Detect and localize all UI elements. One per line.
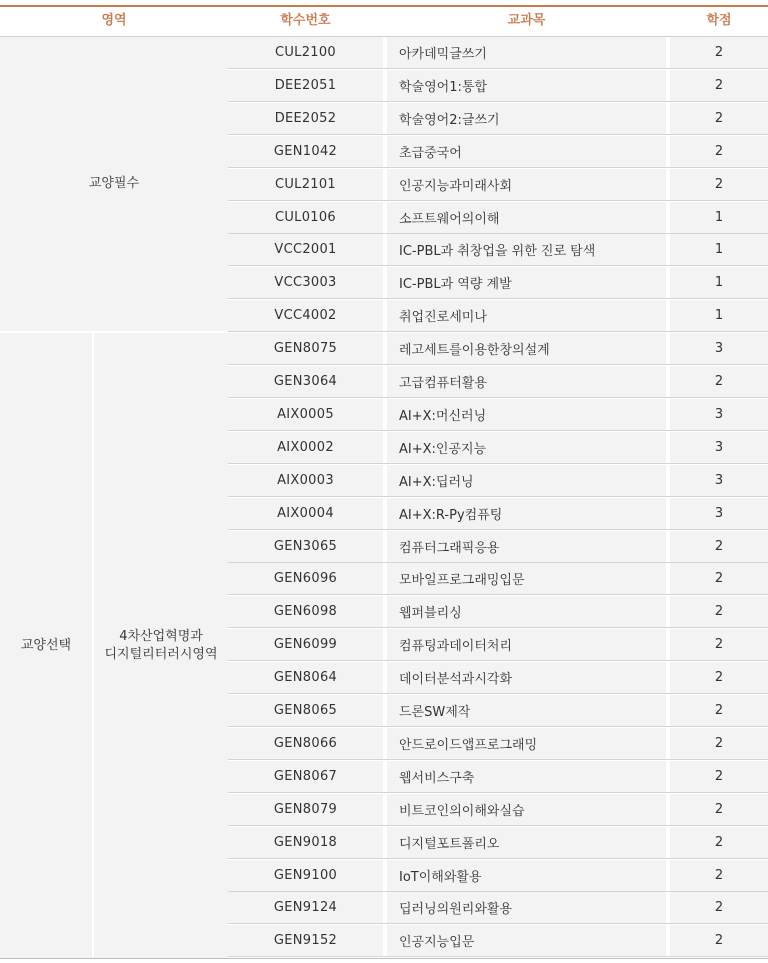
course-credits: 2 xyxy=(670,596,768,627)
group-required-label: 교양필수 xyxy=(88,176,140,192)
row-divider xyxy=(228,858,768,859)
course-code: GEN8064 xyxy=(228,662,383,693)
course-name: 드론SW제작 xyxy=(387,695,666,726)
table-row xyxy=(228,202,768,234)
row-divider xyxy=(228,923,768,924)
course-code: CUL2100 xyxy=(228,37,383,68)
course-name: 딥러닝의원리와활용 xyxy=(387,892,666,923)
course-code: GEN1042 xyxy=(228,136,383,167)
table-row xyxy=(228,70,768,102)
course-code: CUL0106 xyxy=(228,202,383,233)
course-credits: 2 xyxy=(670,531,768,562)
table-row xyxy=(228,531,768,563)
course-code: GEN9018 xyxy=(228,827,383,858)
course-name: 웹서비스구축 xyxy=(387,761,666,792)
course-credits: 3 xyxy=(670,333,768,364)
row-divider xyxy=(228,167,768,168)
course-credits: 2 xyxy=(670,860,768,891)
course-name: IC-PBL과 취창업을 위한 진로 탐색 xyxy=(387,234,666,265)
course-credits: 2 xyxy=(670,169,768,200)
course-credits: 2 xyxy=(670,662,768,693)
course-name: 컴퓨팅과데이터처리 xyxy=(387,629,666,660)
row-divider xyxy=(228,956,768,957)
table-row xyxy=(228,103,768,135)
course-credits: 2 xyxy=(670,925,768,956)
table-row xyxy=(228,37,768,69)
row-divider xyxy=(228,660,768,661)
table-row xyxy=(228,300,768,332)
row-divider xyxy=(228,627,768,628)
table-row xyxy=(228,399,768,431)
row-divider xyxy=(228,759,768,760)
group-elective-label: 교양선택 xyxy=(20,637,72,653)
course-code: GEN9100 xyxy=(228,860,383,891)
course-code: GEN9152 xyxy=(228,925,383,956)
course-code: GEN8065 xyxy=(228,695,383,726)
group-elective xyxy=(0,333,92,958)
course-code: GEN6096 xyxy=(228,563,383,594)
table-row xyxy=(228,761,768,793)
course-code: GEN8066 xyxy=(228,728,383,759)
course-credits: 2 xyxy=(670,366,768,397)
course-credits: 2 xyxy=(670,103,768,134)
course-name: IoT이해와활용 xyxy=(387,860,666,891)
course-code: GEN6099 xyxy=(228,629,383,660)
course-credits: 2 xyxy=(670,892,768,923)
table-row xyxy=(228,860,768,892)
course-code: AIX0004 xyxy=(228,498,383,529)
row-divider xyxy=(228,825,768,826)
course-name: 아카데믹글쓰기 xyxy=(387,37,666,68)
row-divider xyxy=(228,68,768,69)
course-code: AIX0002 xyxy=(228,432,383,463)
table-row xyxy=(228,728,768,760)
course-name: 고급컴퓨터활용 xyxy=(387,366,666,397)
course-name: 인공지능과미래사회 xyxy=(387,169,666,200)
table-row xyxy=(228,925,768,957)
course-code: GEN8067 xyxy=(228,761,383,792)
row-divider xyxy=(228,792,768,793)
course-code: DEE2052 xyxy=(228,103,383,134)
course-code: GEN3064 xyxy=(228,366,383,397)
course-code: VCC4002 xyxy=(228,300,383,331)
course-name: 소프트웨어의이해 xyxy=(387,202,666,233)
group-required xyxy=(0,37,228,331)
course-name: 초급중국어 xyxy=(387,136,666,167)
course-name: 디지털포트폴리오 xyxy=(387,827,666,858)
table-row xyxy=(228,366,768,398)
course-credits: 2 xyxy=(670,695,768,726)
table-row xyxy=(228,432,768,464)
table-row xyxy=(228,498,768,530)
course-code: GEN3065 xyxy=(228,531,383,562)
table-row xyxy=(228,169,768,201)
course-name: 안드로이드앱프로그래밍 xyxy=(387,728,666,759)
table-row xyxy=(228,333,768,365)
course-name: AI+X:R-Py컴퓨팅 xyxy=(387,498,666,529)
table-row xyxy=(228,662,768,694)
course-code: CUL2101 xyxy=(228,169,383,200)
course-code: DEE2051 xyxy=(228,70,383,101)
course-credits: 1 xyxy=(670,300,768,331)
row-divider xyxy=(228,331,768,332)
course-name: 컴퓨터그래픽응용 xyxy=(387,531,666,562)
course-credits: 2 xyxy=(670,136,768,167)
header-code: 학수번호 xyxy=(280,13,331,28)
row-divider xyxy=(228,430,768,431)
course-name: AI+X:머신러닝 xyxy=(387,399,666,430)
header-area: 영역 xyxy=(101,13,127,28)
course-code: AIX0003 xyxy=(228,465,383,496)
subarea-label-line1: 4차산업혁명과 xyxy=(119,628,203,644)
table-row xyxy=(228,563,768,595)
course-name: 비트코인의이해와실습 xyxy=(387,794,666,825)
table-row xyxy=(228,465,768,497)
course-credits: 2 xyxy=(670,70,768,101)
table-row xyxy=(228,892,768,924)
course-name: AI+X:인공지능 xyxy=(387,432,666,463)
course-credits: 3 xyxy=(670,432,768,463)
row-divider xyxy=(228,693,768,694)
course-code: GEN8079 xyxy=(228,794,383,825)
row-divider xyxy=(228,726,768,727)
course-credits: 1 xyxy=(670,234,768,265)
row-divider xyxy=(228,496,768,497)
subarea-label-line2: 디지털리터러시영역 xyxy=(104,646,218,662)
course-credits: 1 xyxy=(670,202,768,233)
table-row xyxy=(228,695,768,727)
course-code: VCC2001 xyxy=(228,234,383,265)
table-row xyxy=(228,794,768,826)
course-credits: 2 xyxy=(670,794,768,825)
course-credits: 2 xyxy=(670,37,768,68)
course-name: 취업진로세미나 xyxy=(387,300,666,331)
row-divider xyxy=(228,298,768,299)
group-elective-subarea xyxy=(94,333,228,958)
course-credits: 2 xyxy=(670,629,768,660)
row-divider xyxy=(228,134,768,135)
course-credits: 3 xyxy=(670,498,768,529)
course-name: 모바일프로그래밍입문 xyxy=(387,563,666,594)
row-divider xyxy=(228,101,768,102)
course-name: 데이터분석과시각화 xyxy=(387,662,666,693)
course-name: 학술영어2:글쓰기 xyxy=(387,103,666,134)
course-credits: 2 xyxy=(670,728,768,759)
course-credits: 1 xyxy=(670,267,768,298)
course-name: 레고세트를이용한창의설계 xyxy=(387,333,666,364)
table-row xyxy=(228,596,768,628)
table-row xyxy=(228,136,768,168)
row-divider xyxy=(228,463,768,464)
course-name: IC-PBL과 역량 계발 xyxy=(387,267,666,298)
row-divider xyxy=(228,364,768,365)
course-credits: 3 xyxy=(670,465,768,496)
table-row xyxy=(228,234,768,266)
row-divider xyxy=(228,594,768,595)
row-divider xyxy=(228,529,768,530)
course-credits: 2 xyxy=(670,761,768,792)
course-code: GEN9124 xyxy=(228,892,383,923)
course-code: GEN8075 xyxy=(228,333,383,364)
course-code: VCC3003 xyxy=(228,267,383,298)
row-divider xyxy=(228,200,768,201)
course-code: AIX0005 xyxy=(228,399,383,430)
course-credits: 2 xyxy=(670,563,768,594)
course-name: 웹퍼블리싱 xyxy=(387,596,666,627)
table-row xyxy=(228,267,768,299)
course-credits: 3 xyxy=(670,399,768,430)
table-bottom-rule xyxy=(0,958,768,959)
header-course: 교과목 xyxy=(507,13,546,28)
course-name: 인공지능입문 xyxy=(387,925,666,956)
course-name: AI+X:딥러닝 xyxy=(387,465,666,496)
course-credits: 2 xyxy=(670,827,768,858)
course-name: 학술영어1:통합 xyxy=(387,70,666,101)
header-credits: 학점 xyxy=(706,13,732,28)
row-divider xyxy=(228,397,768,398)
row-divider xyxy=(228,265,768,266)
table-row xyxy=(228,629,768,661)
course-code: GEN6098 xyxy=(228,596,383,627)
table-row xyxy=(228,827,768,859)
